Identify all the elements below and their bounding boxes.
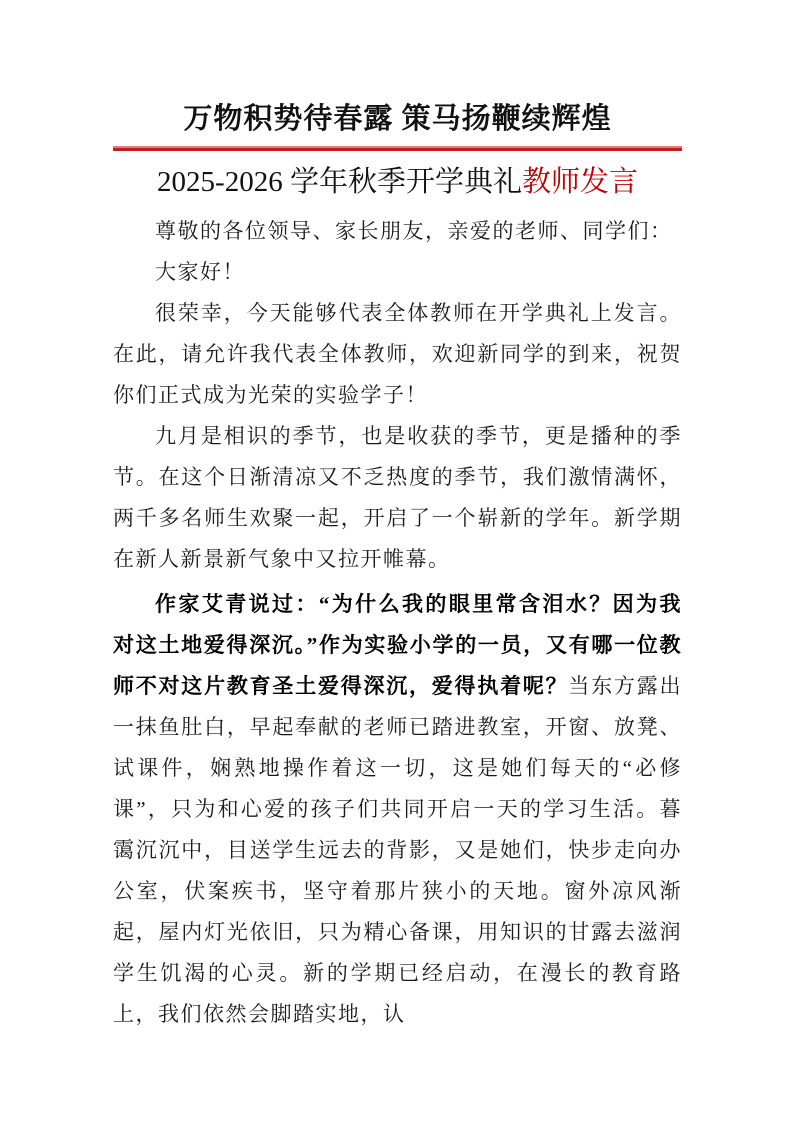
header-motto: 万物积势待春露 策马扬鞭续辉煌 [183,103,612,135]
paragraph-dedication [113,584,682,1035]
paragraph-greeting: 大家好！ [155,259,245,284]
header-divider [113,146,682,151]
document-title [113,164,682,202]
document-title-main: 2025-2026 学年秋季开学典礼 [157,166,522,199]
document-body [113,211,682,1035]
document-title-highlight: 教师发言 [521,166,638,199]
divider-thick-line [113,148,682,151]
paragraph-dedication-body: 当东方露出一抹鱼肚白，早起奉献的老师已踏进教室，开窗、放凳、试课件，娴熟地操作着这一切，这是她们每天的“必修课”，只为和心爱的孩子们共同开启一天的学习生活。暮霭沉沉中，目送学生远去的背影，又是她们，快步走向办公室，伏案疾书，坚守着那片狭小的天地。窗外凉风渐起，屋内灯光依旧，只为精心备课，用知识的甘露去滋润学生饥渴的心灵。新的学期已经启动，在漫长的教育路上，我们依然会脚踏实地，认 [113,673,683,1026]
paragraph-intro: 很荣幸，今天能够代表全体教师在开学典礼上发言。在此，请允许我代表全体教师，欢迎新同学的到来，祝贺你们正式成为光荣的实验学子！ [113,300,682,407]
paragraph-dedication-quote: 作家艾青说过：“为什么我的眼里常含泪水？因为我对这土地爱得深沉。”作为实验小学的一员，又有哪一位教师不对这片教育圣土爱得深沉，爱得执着呢？ [113,591,682,698]
paragraph-salutation: 尊敬的各位领导、家长朋友，亲爱的老师、同学们： [155,218,673,243]
paragraph-september: 九月是相识的季节，也是收获的季节，更是播种的季节。在这个日渐清凉又不乏热度的季节，我们激情满怀，两千多名师生欢聚一起，开启了一个崭新的学年。新学期在新人新景新气象中又拉开帷幕。 [113,423,682,571]
